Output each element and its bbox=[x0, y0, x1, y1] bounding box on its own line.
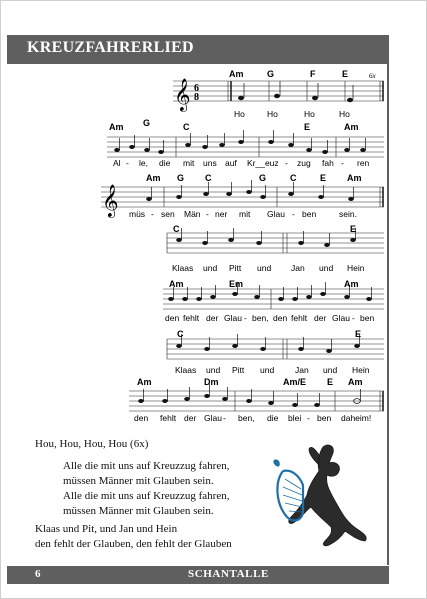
song-title: KREUZFAHRERLIED bbox=[27, 39, 194, 56]
lyric: und bbox=[203, 263, 218, 273]
stanza-line: müssen Männer mit Glauben sein. bbox=[63, 475, 214, 487]
chord: E bbox=[342, 69, 349, 79]
chord: E bbox=[327, 377, 334, 387]
lyric: fehlt bbox=[160, 413, 177, 423]
lyric: Klaas bbox=[172, 263, 194, 273]
notes-system-7 bbox=[138, 384, 360, 407]
lyric: ren bbox=[357, 158, 370, 168]
staff-system-6 bbox=[167, 339, 384, 359]
chord: Am bbox=[348, 377, 363, 387]
lyric: Jan bbox=[291, 263, 305, 273]
lyric: den bbox=[273, 313, 288, 323]
chord: Am bbox=[347, 173, 362, 183]
lyric: sen bbox=[161, 209, 175, 219]
refrain-text bbox=[35, 437, 148, 452]
lyric: daheim! bbox=[341, 413, 372, 423]
staff-system-1 bbox=[173, 81, 384, 101]
chord: Em bbox=[229, 279, 244, 289]
lyric: Pitt bbox=[229, 263, 242, 273]
lyric: mit bbox=[239, 209, 251, 219]
chord: Am/E bbox=[283, 377, 307, 387]
lyric: und bbox=[260, 365, 275, 375]
page-number: 6 bbox=[35, 568, 41, 580]
lyric: und bbox=[319, 263, 334, 273]
lyric: fehlt bbox=[183, 313, 200, 323]
staff-system-5 bbox=[163, 289, 384, 309]
lyric: le, bbox=[139, 158, 148, 168]
chord: Am bbox=[137, 377, 152, 387]
notes-system-6 bbox=[176, 334, 360, 353]
lyric: Glau bbox=[267, 209, 285, 219]
lyric: und bbox=[206, 365, 221, 375]
staff-system-2 bbox=[107, 137, 384, 157]
lyric: - bbox=[244, 313, 247, 323]
lyric: ben bbox=[317, 413, 332, 423]
chord: Am bbox=[109, 122, 124, 132]
notes-system-5 bbox=[168, 282, 372, 301]
stanza-line: Alle die mit uns auf Kreuzzug fahren, bbox=[63, 490, 230, 502]
chord: C bbox=[183, 122, 190, 132]
lyric: Hein bbox=[352, 365, 370, 375]
chord: Am bbox=[344, 279, 359, 289]
lyric: ner bbox=[215, 209, 228, 219]
lyric: Glau bbox=[224, 313, 242, 323]
stanza-line: müssen Männer mit Glauben sein. bbox=[63, 505, 214, 517]
lyric: den bbox=[134, 413, 149, 423]
svg-text:8: 8 bbox=[194, 92, 199, 103]
lyric: Jan bbox=[295, 365, 309, 375]
notes-system-1 bbox=[238, 81, 353, 102]
treble-clef-icon: 𝄞 bbox=[174, 78, 191, 111]
lyric: mit bbox=[183, 158, 195, 168]
chord: Am bbox=[344, 122, 359, 132]
lyric: Hein bbox=[347, 263, 365, 273]
lyric: die bbox=[159, 158, 171, 168]
lyric: die bbox=[267, 413, 279, 423]
chord: G bbox=[267, 69, 275, 79]
notes-system-3 bbox=[146, 180, 354, 201]
lyric: blei bbox=[288, 413, 302, 423]
lyric: müs bbox=[129, 209, 146, 219]
lyric: Ho bbox=[304, 109, 315, 119]
lyric: der bbox=[184, 413, 197, 423]
stanza-line: Alle die mit uns auf Kreuzzug fahren, bbox=[63, 460, 230, 472]
lyric: der bbox=[314, 313, 327, 323]
lyric: und bbox=[257, 263, 272, 273]
lyric: ben, bbox=[238, 413, 255, 423]
lyric: sein. bbox=[339, 209, 357, 219]
lyric: Ho bbox=[267, 109, 278, 119]
lyric: - bbox=[151, 209, 154, 219]
hare-playing-harp-icon bbox=[265, 441, 373, 551]
sheet-music bbox=[1, 1, 427, 441]
chord: E bbox=[355, 329, 362, 339]
closing-line: Klaas und Pit, und Jan und Hein bbox=[35, 523, 178, 535]
chord: F bbox=[310, 69, 316, 79]
lyric: ben bbox=[302, 209, 317, 219]
closing-line: den fehlt der Glauben, den fehlt der Glauben bbox=[35, 538, 232, 550]
chord: C bbox=[205, 173, 212, 183]
lyric: fah bbox=[322, 158, 334, 168]
chord: Am bbox=[169, 279, 184, 289]
lyric: Glau bbox=[332, 313, 350, 323]
time-signature: 6 bbox=[194, 83, 199, 94]
chord: Dm bbox=[204, 377, 219, 387]
chord: E bbox=[304, 122, 311, 132]
lyric: zug bbox=[297, 158, 311, 168]
chord: E bbox=[350, 224, 357, 234]
lyric: uns bbox=[203, 158, 217, 168]
repeat-mark: 6x bbox=[369, 72, 376, 80]
chord: Am bbox=[146, 173, 161, 183]
book-title: SCHANTALLE bbox=[188, 568, 269, 580]
lyric: - bbox=[206, 209, 209, 219]
chord: G bbox=[259, 173, 267, 183]
lyric: - bbox=[292, 209, 295, 219]
treble-clef-icon: 𝄞 bbox=[102, 184, 119, 217]
page-footer bbox=[7, 566, 389, 584]
lyric: Ho bbox=[234, 109, 245, 119]
lyric: Män bbox=[184, 209, 201, 219]
lyric: Ho bbox=[339, 109, 350, 119]
lyric: und bbox=[323, 365, 338, 375]
closing-text bbox=[35, 522, 232, 552]
staff-system-4 bbox=[167, 233, 384, 253]
lyric: der bbox=[206, 313, 219, 323]
lyric: - bbox=[341, 158, 344, 168]
lyric: auf bbox=[225, 158, 237, 168]
chord: Am bbox=[229, 69, 244, 79]
lyric: Klaas bbox=[175, 365, 197, 375]
lyric: Glau bbox=[204, 413, 222, 423]
lyric: - bbox=[307, 413, 310, 423]
chord: E bbox=[320, 173, 327, 183]
lyric: - bbox=[352, 313, 355, 323]
staff-system-3 bbox=[101, 187, 384, 207]
lyric: Pitt bbox=[232, 365, 245, 375]
lyric: fehlt bbox=[291, 313, 308, 323]
chord: C bbox=[173, 224, 180, 234]
chord: C bbox=[177, 329, 184, 339]
lyric: Kr__euz bbox=[247, 158, 279, 168]
lyric: ben bbox=[360, 313, 375, 323]
refrain-line: Hou, Hou, Hou, Hou (6x) bbox=[35, 438, 149, 450]
notes-system-4 bbox=[176, 228, 356, 247]
lyric: den bbox=[165, 313, 180, 323]
lyric: - bbox=[285, 158, 288, 168]
lyric: - bbox=[223, 413, 226, 423]
stanza-text bbox=[63, 459, 229, 519]
lyric: - bbox=[126, 158, 129, 168]
lyric: ben, bbox=[252, 313, 269, 323]
chord: G bbox=[177, 173, 185, 183]
lyric: Al bbox=[113, 158, 121, 168]
chord: C bbox=[290, 173, 297, 183]
chord: G bbox=[143, 118, 151, 128]
